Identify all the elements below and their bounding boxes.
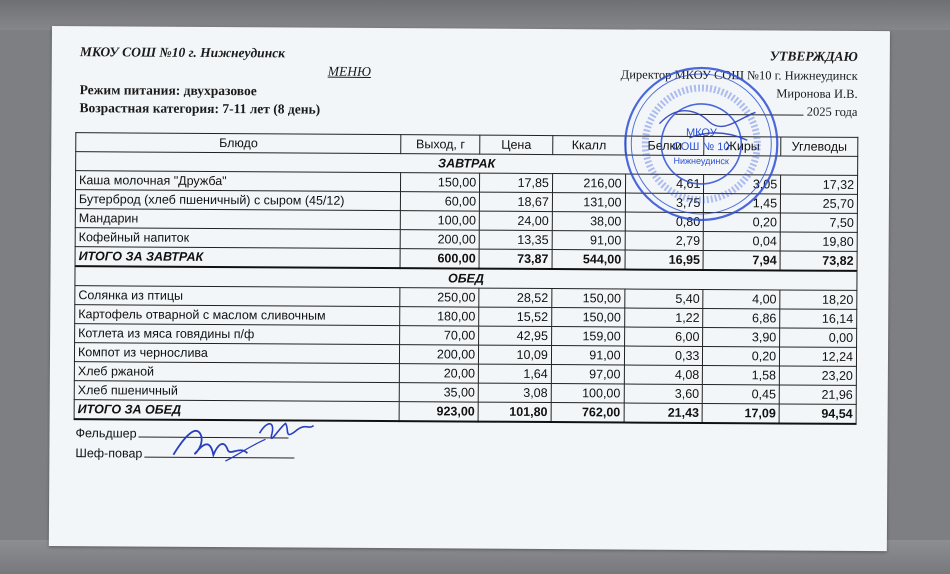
dish-name-cell: Хлеб пшеничный <box>74 381 399 402</box>
value-cell: 0,33 <box>624 346 703 365</box>
value-cell: 0,04 <box>704 231 781 250</box>
value-cell: 250,00 <box>400 288 479 307</box>
value-cell: 150,00 <box>401 173 480 192</box>
value-cell: 150,00 <box>552 308 625 327</box>
school-name: МКОУ СОШ №10 г. Нижнеудинск <box>79 44 286 61</box>
value-cell: 6,86 <box>703 308 780 327</box>
value-cell: 19,80 <box>780 232 857 251</box>
value-cell: 200,00 <box>400 345 479 364</box>
value-cell: 0,80 <box>625 212 704 231</box>
dish-name-cell: Мандарин <box>75 209 400 230</box>
director-title: Директор МКОУ СОШ №10 г. Нижнеудинск <box>620 67 858 83</box>
handwritten-signature <box>167 415 317 468</box>
value-cell: 24,00 <box>479 211 552 230</box>
value-cell: 100,00 <box>401 211 480 230</box>
value-cell: 7,50 <box>780 213 857 232</box>
value-cell: 5,40 <box>624 289 703 308</box>
value-cell: 20,00 <box>400 364 479 383</box>
value-cell: 60,00 <box>401 192 480 211</box>
total-value-cell: 73,87 <box>479 249 552 269</box>
value-cell: 38,00 <box>552 212 625 231</box>
value-cell: 4,08 <box>624 365 703 384</box>
total-value-cell: 600,00 <box>400 249 479 269</box>
value-cell: 216,00 <box>552 174 625 193</box>
value-cell: 1,45 <box>704 193 781 212</box>
dish-name-cell: Бутерброд (хлеб пшеничный) с сыром (45/12) <box>75 190 400 211</box>
stamp-line-1: МКОУ <box>685 126 717 140</box>
value-cell: 42,95 <box>479 326 552 345</box>
value-cell: 0,00 <box>780 328 857 347</box>
dish-name-cell: Котлета из мяса говядины п/ф <box>75 324 400 345</box>
dish-name-cell: Каша молочная "Дружба" <box>76 171 401 192</box>
menu-title: МЕНЮ <box>327 63 371 79</box>
value-cell: 2,79 <box>625 231 704 250</box>
value-cell: 0,20 <box>703 346 780 365</box>
column-header: Жиры <box>704 136 781 155</box>
total-value-cell: 17,09 <box>702 403 779 423</box>
menu-sheet <box>49 26 890 551</box>
value-cell: 23,20 <box>779 366 856 385</box>
total-value-cell: 762,00 <box>551 403 624 423</box>
column-header: Белки <box>625 136 704 155</box>
value-cell: 13,35 <box>479 230 552 249</box>
column-header: Выход, г <box>401 135 480 154</box>
total-value-cell: 7,94 <box>703 250 780 270</box>
section-title: ЗАВТРАК <box>76 152 858 176</box>
total-value-cell: 16,95 <box>625 250 704 270</box>
total-label-cell: ИТОГО ЗА ОБЕД <box>74 400 399 421</box>
column-header: Цена <box>480 135 553 154</box>
dish-name-cell: Хлеб ржаной <box>74 362 399 383</box>
dish-name-cell: Картофель отварной с маслом сливочным <box>75 305 400 326</box>
value-cell: 1,58 <box>703 365 780 384</box>
value-cell: 4,61 <box>625 174 704 193</box>
value-cell: 100,00 <box>551 384 624 403</box>
value-cell: 15,52 <box>479 307 552 326</box>
value-cell: 131,00 <box>552 193 625 212</box>
value-cell: 12,24 <box>780 347 857 366</box>
age-category: Возрастная категория: 7-11 лет (8 день) <box>79 100 321 117</box>
value-cell: 3,75 <box>625 193 704 212</box>
approve-label: УТВЕРЖДАЮ <box>769 48 858 64</box>
stamp-line-3: Нижнеудинск <box>673 155 729 167</box>
value-cell: 0,20 <box>704 212 781 231</box>
value-cell: 1,22 <box>624 308 703 327</box>
value-cell: 18,20 <box>780 290 857 309</box>
total-value-cell: 21,43 <box>624 403 703 423</box>
dish-name-cell: Солянка из птицы <box>75 286 400 307</box>
value-cell: 21,96 <box>779 385 856 404</box>
value-cell: 18,67 <box>480 192 553 211</box>
dish-name-cell: Кофейный напиток <box>75 228 400 249</box>
value-cell: 200,00 <box>400 230 479 249</box>
value-cell: 3,08 <box>478 383 551 402</box>
value-cell: 1,64 <box>478 364 551 383</box>
value-cell: 150,00 <box>552 289 625 308</box>
stamp-line-2: СОШ № 10 <box>672 140 730 154</box>
value-cell: 10,09 <box>479 345 552 364</box>
total-value-cell: 101,80 <box>478 402 551 422</box>
chef-label: Шеф-повар <box>75 446 143 461</box>
column-header: Ккалл <box>553 136 626 155</box>
value-cell: 97,00 <box>551 365 624 384</box>
value-cell: 25,70 <box>781 194 858 213</box>
value-cell: 91,00 <box>551 346 624 365</box>
paramedic-label: Фельдшер <box>75 426 137 441</box>
total-value-cell: 94,54 <box>779 404 856 424</box>
value-cell: 91,00 <box>552 231 625 250</box>
value-cell: 28,52 <box>479 288 552 307</box>
value-cell: 17,85 <box>480 173 553 192</box>
total-value-cell: 544,00 <box>552 250 625 270</box>
column-header: Блюдо <box>76 133 401 154</box>
value-cell: 16,14 <box>780 309 857 328</box>
value-cell: 3,60 <box>624 384 703 403</box>
value-cell: 180,00 <box>400 307 479 326</box>
value-cell: 3,05 <box>704 174 781 193</box>
value-cell: 70,00 <box>400 326 479 345</box>
feeding-regime: Режим питания: двухразовое <box>79 82 257 99</box>
director-name: Миронова И.В. <box>776 86 858 101</box>
total-value-cell: 923,00 <box>399 402 478 422</box>
section-title: ОБЕД <box>75 266 857 290</box>
value-cell: 0,45 <box>703 384 780 403</box>
value-cell: 3,90 <box>703 327 780 346</box>
value-cell: 35,00 <box>400 383 479 402</box>
dish-name-cell: Компот из чернослива <box>74 343 399 364</box>
value-cell: 6,00 <box>624 327 703 346</box>
desk-background-top <box>0 0 950 30</box>
total-value-cell: 73,82 <box>780 251 857 271</box>
date-suffix: 2025 года <box>806 104 858 119</box>
official-stamp <box>619 61 784 226</box>
column-header: Углеводы <box>781 137 858 156</box>
total-label-cell: ИТОГО ЗА ЗАВТРАК <box>75 247 400 268</box>
value-cell: 159,00 <box>551 327 624 346</box>
value-cell: 17,32 <box>781 175 858 194</box>
value-cell: 4,00 <box>703 289 780 308</box>
